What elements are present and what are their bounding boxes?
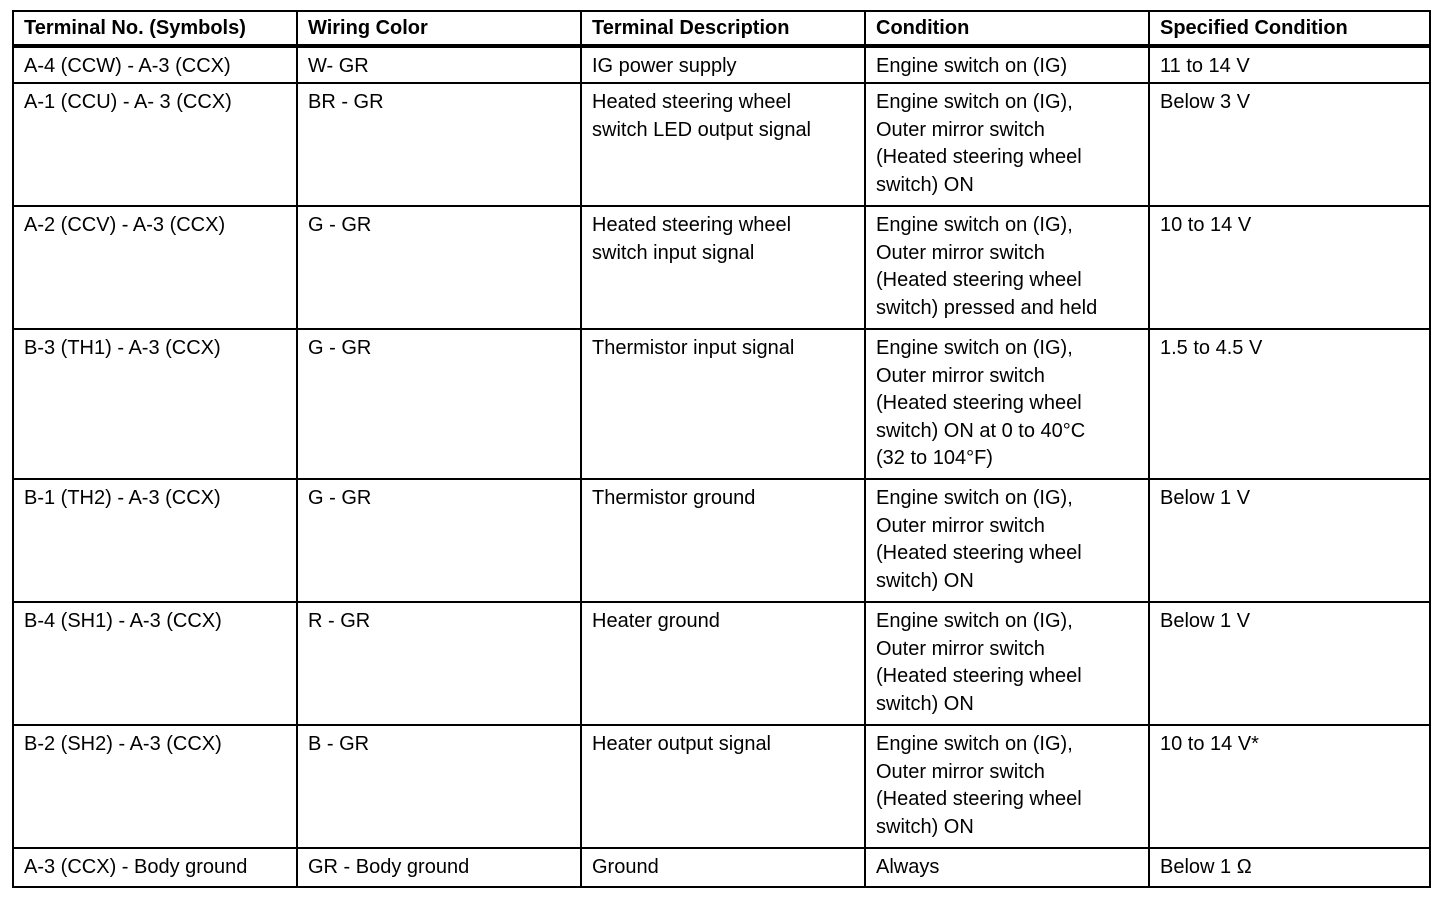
- cell-terminal-no: A-2 (CCV) - A-3 (CCX): [13, 206, 297, 329]
- table-row: [13, 725, 1430, 848]
- cell-condition: Engine switch on (IG): [865, 46, 1149, 83]
- cell-terminal-description: Heated steering wheel switch input signal: [581, 206, 865, 329]
- cell-condition: Engine switch on (IG), Outer mirror switch (Heated steering wheel switch) ON: [865, 602, 1149, 725]
- cell-wiring-color: R - GR: [297, 602, 581, 725]
- table-row: [13, 46, 1430, 83]
- header-row: [13, 11, 1430, 46]
- table-body: [13, 46, 1430, 887]
- cell-specified-condition: 10 to 14 V*: [1149, 725, 1430, 848]
- table-header: [13, 11, 1430, 46]
- cell-wiring-color: W- GR: [297, 46, 581, 83]
- terminal-spec-table: [12, 10, 1431, 888]
- cell-terminal-no: B-3 (TH1) - A-3 (CCX): [13, 329, 297, 479]
- header-specified-condition: Specified Condition: [1149, 11, 1430, 46]
- cell-terminal-description: Heater output signal: [581, 725, 865, 848]
- cell-terminal-description: Thermistor ground: [581, 479, 865, 602]
- cell-condition: Engine switch on (IG), Outer mirror switch (Heated steering wheel switch) pressed and held: [865, 206, 1149, 329]
- cell-condition: Engine switch on (IG), Outer mirror switch (Heated steering wheel switch) ON: [865, 83, 1149, 206]
- cell-terminal-description: Ground: [581, 848, 865, 887]
- cell-terminal-description: IG power supply: [581, 46, 865, 83]
- cell-condition: Always: [865, 848, 1149, 887]
- cell-specified-condition: Below 1 V: [1149, 479, 1430, 602]
- cell-terminal-no: A-3 (CCX) - Body ground: [13, 848, 297, 887]
- cell-wiring-color: GR - Body ground: [297, 848, 581, 887]
- header-terminal-no: Terminal No. (Symbols): [13, 11, 297, 46]
- cell-specified-condition: 1.5 to 4.5 V: [1149, 329, 1430, 479]
- table-row: [13, 83, 1430, 206]
- cell-condition: Engine switch on (IG), Outer mirror switch (Heated steering wheel switch) ON: [865, 479, 1149, 602]
- cell-wiring-color: BR - GR: [297, 83, 581, 206]
- cell-wiring-color: G - GR: [297, 206, 581, 329]
- cell-specified-condition: Below 1 Ω: [1149, 848, 1430, 887]
- cell-wiring-color: G - GR: [297, 329, 581, 479]
- table-row: [13, 848, 1430, 887]
- cell-terminal-no: A-4 (CCW) - A-3 (CCX): [13, 46, 297, 83]
- cell-specified-condition: Below 1 V: [1149, 602, 1430, 725]
- cell-wiring-color: G - GR: [297, 479, 581, 602]
- cell-terminal-description: Thermistor input signal: [581, 329, 865, 479]
- table-row: [13, 206, 1430, 329]
- table-row: [13, 602, 1430, 725]
- cell-condition: Engine switch on (IG), Outer mirror switch (Heated steering wheel switch) ON at 0 to 40°C (32 to 104°F): [865, 329, 1149, 479]
- header-wiring-color: Wiring Color: [297, 11, 581, 46]
- cell-wiring-color: B - GR: [297, 725, 581, 848]
- cell-terminal-description: Heated steering wheel switch LED output signal: [581, 83, 865, 206]
- header-terminal-description: Terminal Description: [581, 11, 865, 46]
- cell-specified-condition: 11 to 14 V: [1149, 46, 1430, 83]
- table-row: [13, 479, 1430, 602]
- cell-specified-condition: Below 3 V: [1149, 83, 1430, 206]
- header-condition: Condition: [865, 11, 1149, 46]
- cell-specified-condition: 10 to 14 V: [1149, 206, 1430, 329]
- cell-terminal-no: A-1 (CCU) - A- 3 (CCX): [13, 83, 297, 206]
- cell-terminal-description: Heater ground: [581, 602, 865, 725]
- cell-terminal-no: B-1 (TH2) - A-3 (CCX): [13, 479, 297, 602]
- cell-terminal-no: B-2 (SH2) - A-3 (CCX): [13, 725, 297, 848]
- cell-terminal-no: B-4 (SH1) - A-3 (CCX): [13, 602, 297, 725]
- table-row: [13, 329, 1430, 479]
- cell-condition: Engine switch on (IG), Outer mirror switch (Heated steering wheel switch) ON: [865, 725, 1149, 848]
